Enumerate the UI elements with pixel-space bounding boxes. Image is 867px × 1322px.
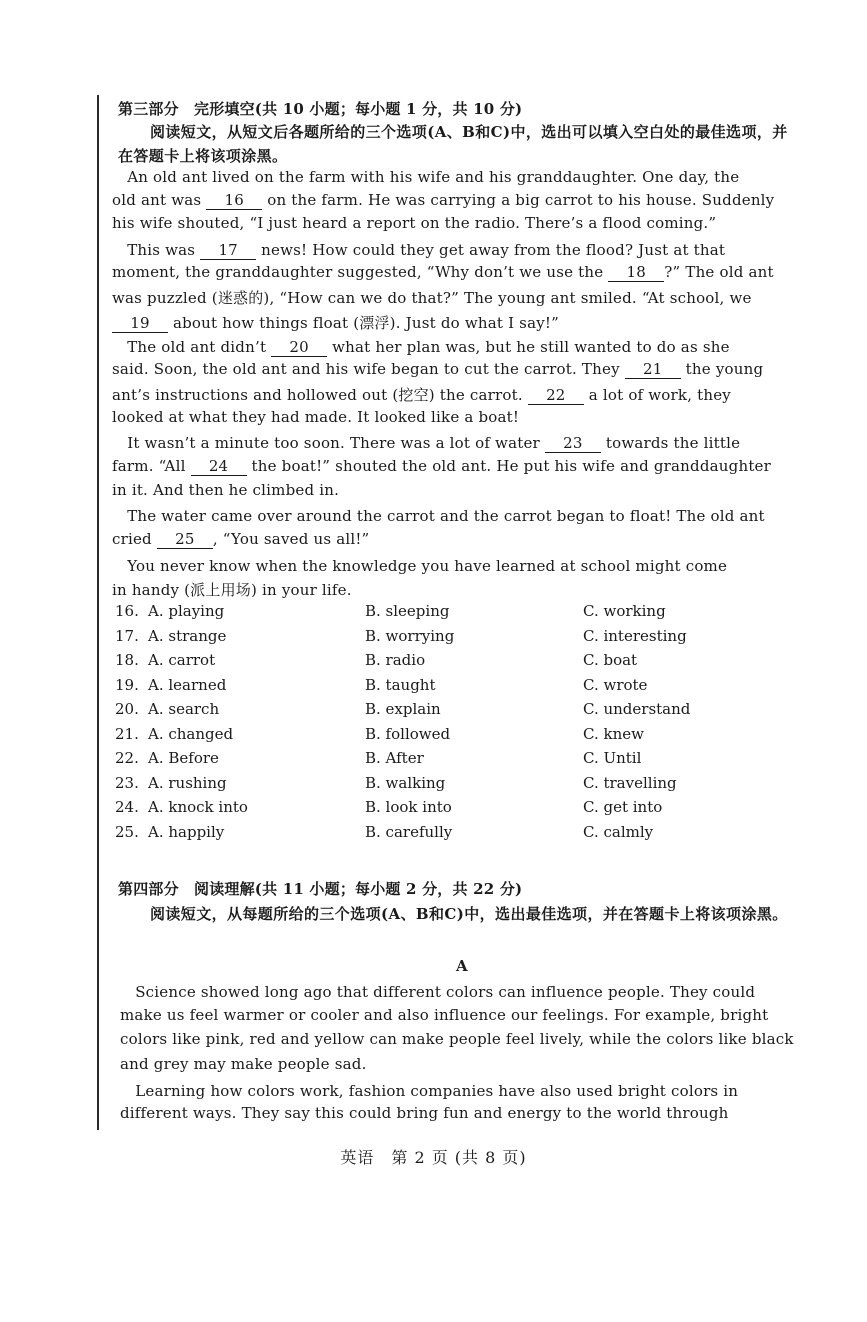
passage-line: make us feel warmer or cooler and also influence our feelings. For example, bright: [120, 1006, 769, 1024]
passage-text: news! How could they get away from the flood? Just at that: [256, 241, 726, 259]
passage-line: and grey may make people sad.: [120, 1055, 367, 1073]
answer-blank: 17: [200, 241, 256, 260]
option-c: C. interesting: [583, 627, 687, 645]
passage-text: said. Soon, the old ant and his wife began to cut the carrot. They: [112, 360, 625, 378]
passage-text: in it. And then he climbed in.: [112, 481, 340, 499]
passage-line: [112, 408, 519, 426]
passage-text: ?” The old ant: [664, 263, 774, 281]
passage-text: the young: [680, 360, 764, 378]
option-b: B. explain: [365, 700, 441, 718]
passage-text: what her plan was, but he still wanted to do as she: [327, 338, 730, 356]
passage-line: [112, 263, 774, 282]
question-number: 22.: [115, 749, 139, 767]
option-c: C. calmly: [583, 823, 654, 841]
passage-line: Science showed long ago that different colors can influence people. They could: [120, 983, 756, 1001]
passage-line: [112, 360, 763, 379]
passage-line: [112, 432, 740, 453]
passage-line: [112, 505, 765, 526]
answer-blank: 22: [528, 386, 584, 405]
option-c: C. working: [583, 602, 666, 620]
passage-text: on the farm. He was carrying a big carrot to his house. Suddenly: [262, 191, 775, 209]
passage-text: cried: [112, 530, 157, 548]
passage-text: This was: [112, 241, 201, 259]
option-b: B. worrying: [365, 627, 455, 645]
answer-blank: 25: [157, 530, 213, 549]
option-c: C. get into: [583, 798, 663, 816]
option-b: B. sleeping: [365, 602, 450, 620]
part3-heading: 第三部分 完形填空(共 10 小题；每小题 1 分，共 10 分): [118, 100, 523, 118]
passage-text: looked at what they had made. It looked like a boat!: [112, 408, 520, 426]
part4-instruction: 阅读短文，从每题所给的三个选项(A、B和C)中，选出最佳选项，并在答题卡上将该项涂黑。: [150, 905, 788, 923]
answer-blank: 24: [191, 457, 247, 476]
option-a: A. changed: [148, 725, 234, 743]
option-b: B. taught: [365, 676, 436, 694]
answer-blank: 19: [112, 314, 168, 333]
question-number: 21.: [115, 725, 139, 743]
question-number: 20.: [115, 700, 139, 718]
passage-line: Learning how colors work, fashion companies have also used bright colors in: [120, 1082, 739, 1100]
passage-line: [112, 579, 352, 600]
part3-instruction: 阅读短文，从短文后各题所给的三个选项(A、B和C)中，选出可以填入空白处的最佳选项，并在答题卡上将该项涂黑。: [118, 123, 788, 165]
part4-heading: 第四部分 阅读理解(共 11 小题；每小题 2 分，共 22 分): [118, 880, 523, 898]
question-number: 17.: [115, 627, 139, 645]
answer-blank: 20: [271, 338, 327, 357]
passage-text: You never know when the knowledge you have learned at school might come: [112, 557, 728, 575]
passage-line: colors like pink, red and yellow can make people feel lively, while the colors like black: [120, 1030, 794, 1048]
question-number: 16.: [115, 602, 139, 620]
question-number: 19.: [115, 676, 139, 694]
option-a: A. learned: [148, 676, 227, 694]
passage-line: [112, 312, 559, 333]
option-a: A. carrot: [148, 651, 216, 669]
passage-text: The old ant didn’t: [112, 338, 272, 356]
passage-a-title: A: [456, 957, 468, 975]
question-number: 24.: [115, 798, 139, 816]
passage-text: was puzzled (迷惑的), “How can we do that?” The young ant smiled. “At school, we: [112, 289, 752, 307]
option-c: C. wrote: [583, 676, 648, 694]
option-c: C. knew: [583, 725, 644, 743]
passage-line: [112, 457, 771, 476]
passage-text: ant’s instructions and hollowed out (挖空) the carrot.: [112, 386, 528, 404]
answer-blank: 18: [608, 263, 664, 282]
passage-line: [112, 214, 716, 232]
option-b: B. radio: [365, 651, 426, 669]
passage-line: [112, 530, 369, 549]
question-number: 18.: [115, 651, 139, 669]
passage-line: [112, 555, 727, 576]
option-b: B. After: [365, 749, 424, 767]
passage-text: the boat!” shouted the old ant. He put his wife and granddaughter: [246, 457, 771, 475]
passage-text: , “You saved us all!”: [212, 530, 370, 548]
passage-line: [112, 287, 752, 308]
option-c: C. travelling: [583, 774, 677, 792]
option-a: A. strange: [148, 627, 227, 645]
answer-blank: 16: [206, 191, 262, 210]
option-a: A. happily: [148, 823, 225, 841]
passage-text: farm. “All: [112, 457, 191, 475]
passage-text: his wife shouted, “I just heard a report on the radio. There’s a flood coming.”: [112, 214, 717, 232]
passage-text: An old ant lived on the farm with his wife and his granddaughter. One day, the: [112, 168, 740, 186]
passage-line: [112, 166, 739, 187]
passage-text: It wasn’t a minute too soon. There was a lot of water: [112, 434, 545, 452]
option-a: A. search: [148, 700, 220, 718]
answer-blank: 21: [625, 360, 681, 379]
passage-text: towards the little: [600, 434, 741, 452]
passage-line: [112, 336, 730, 357]
option-b: B. walking: [365, 774, 446, 792]
passage-text: in handy (派上用场) in your life.: [112, 581, 352, 599]
passage-line: [112, 191, 774, 210]
passage-text: old ant was: [112, 191, 207, 209]
binding-margin-line: [97, 95, 99, 1130]
option-c: C. understand: [583, 700, 691, 718]
passage-line: [112, 384, 731, 405]
option-a: A. playing: [148, 602, 225, 620]
page-footer: 英语 第 2 页 (共 8 页): [340, 1148, 527, 1167]
passage-line: [112, 481, 339, 499]
passage-text: about how things float (漂浮). Just do what I say!”: [168, 314, 559, 332]
option-b: B. look into: [365, 798, 452, 816]
option-b: B. followed: [365, 725, 451, 743]
option-a: A. Before: [148, 749, 219, 767]
option-c: C. boat: [583, 651, 638, 669]
option-a: A. knock into: [148, 798, 248, 816]
passage-line: [112, 239, 725, 260]
option-a: A. rushing: [148, 774, 227, 792]
passage-text: The water came over around the carrot and the carrot began to float! The old ant: [112, 507, 765, 525]
passage-line: different ways. They say this could bring fun and energy to the world through: [120, 1104, 729, 1122]
question-number: 25.: [115, 823, 139, 841]
passage-text: a lot of work, they: [583, 386, 731, 404]
option-b: B. carefully: [365, 823, 453, 841]
option-c: C. Until: [583, 749, 642, 767]
passage-text: moment, the granddaughter suggested, “Why don’t we use the: [112, 263, 609, 281]
question-number: 23.: [115, 774, 139, 792]
answer-blank: 23: [545, 434, 601, 453]
